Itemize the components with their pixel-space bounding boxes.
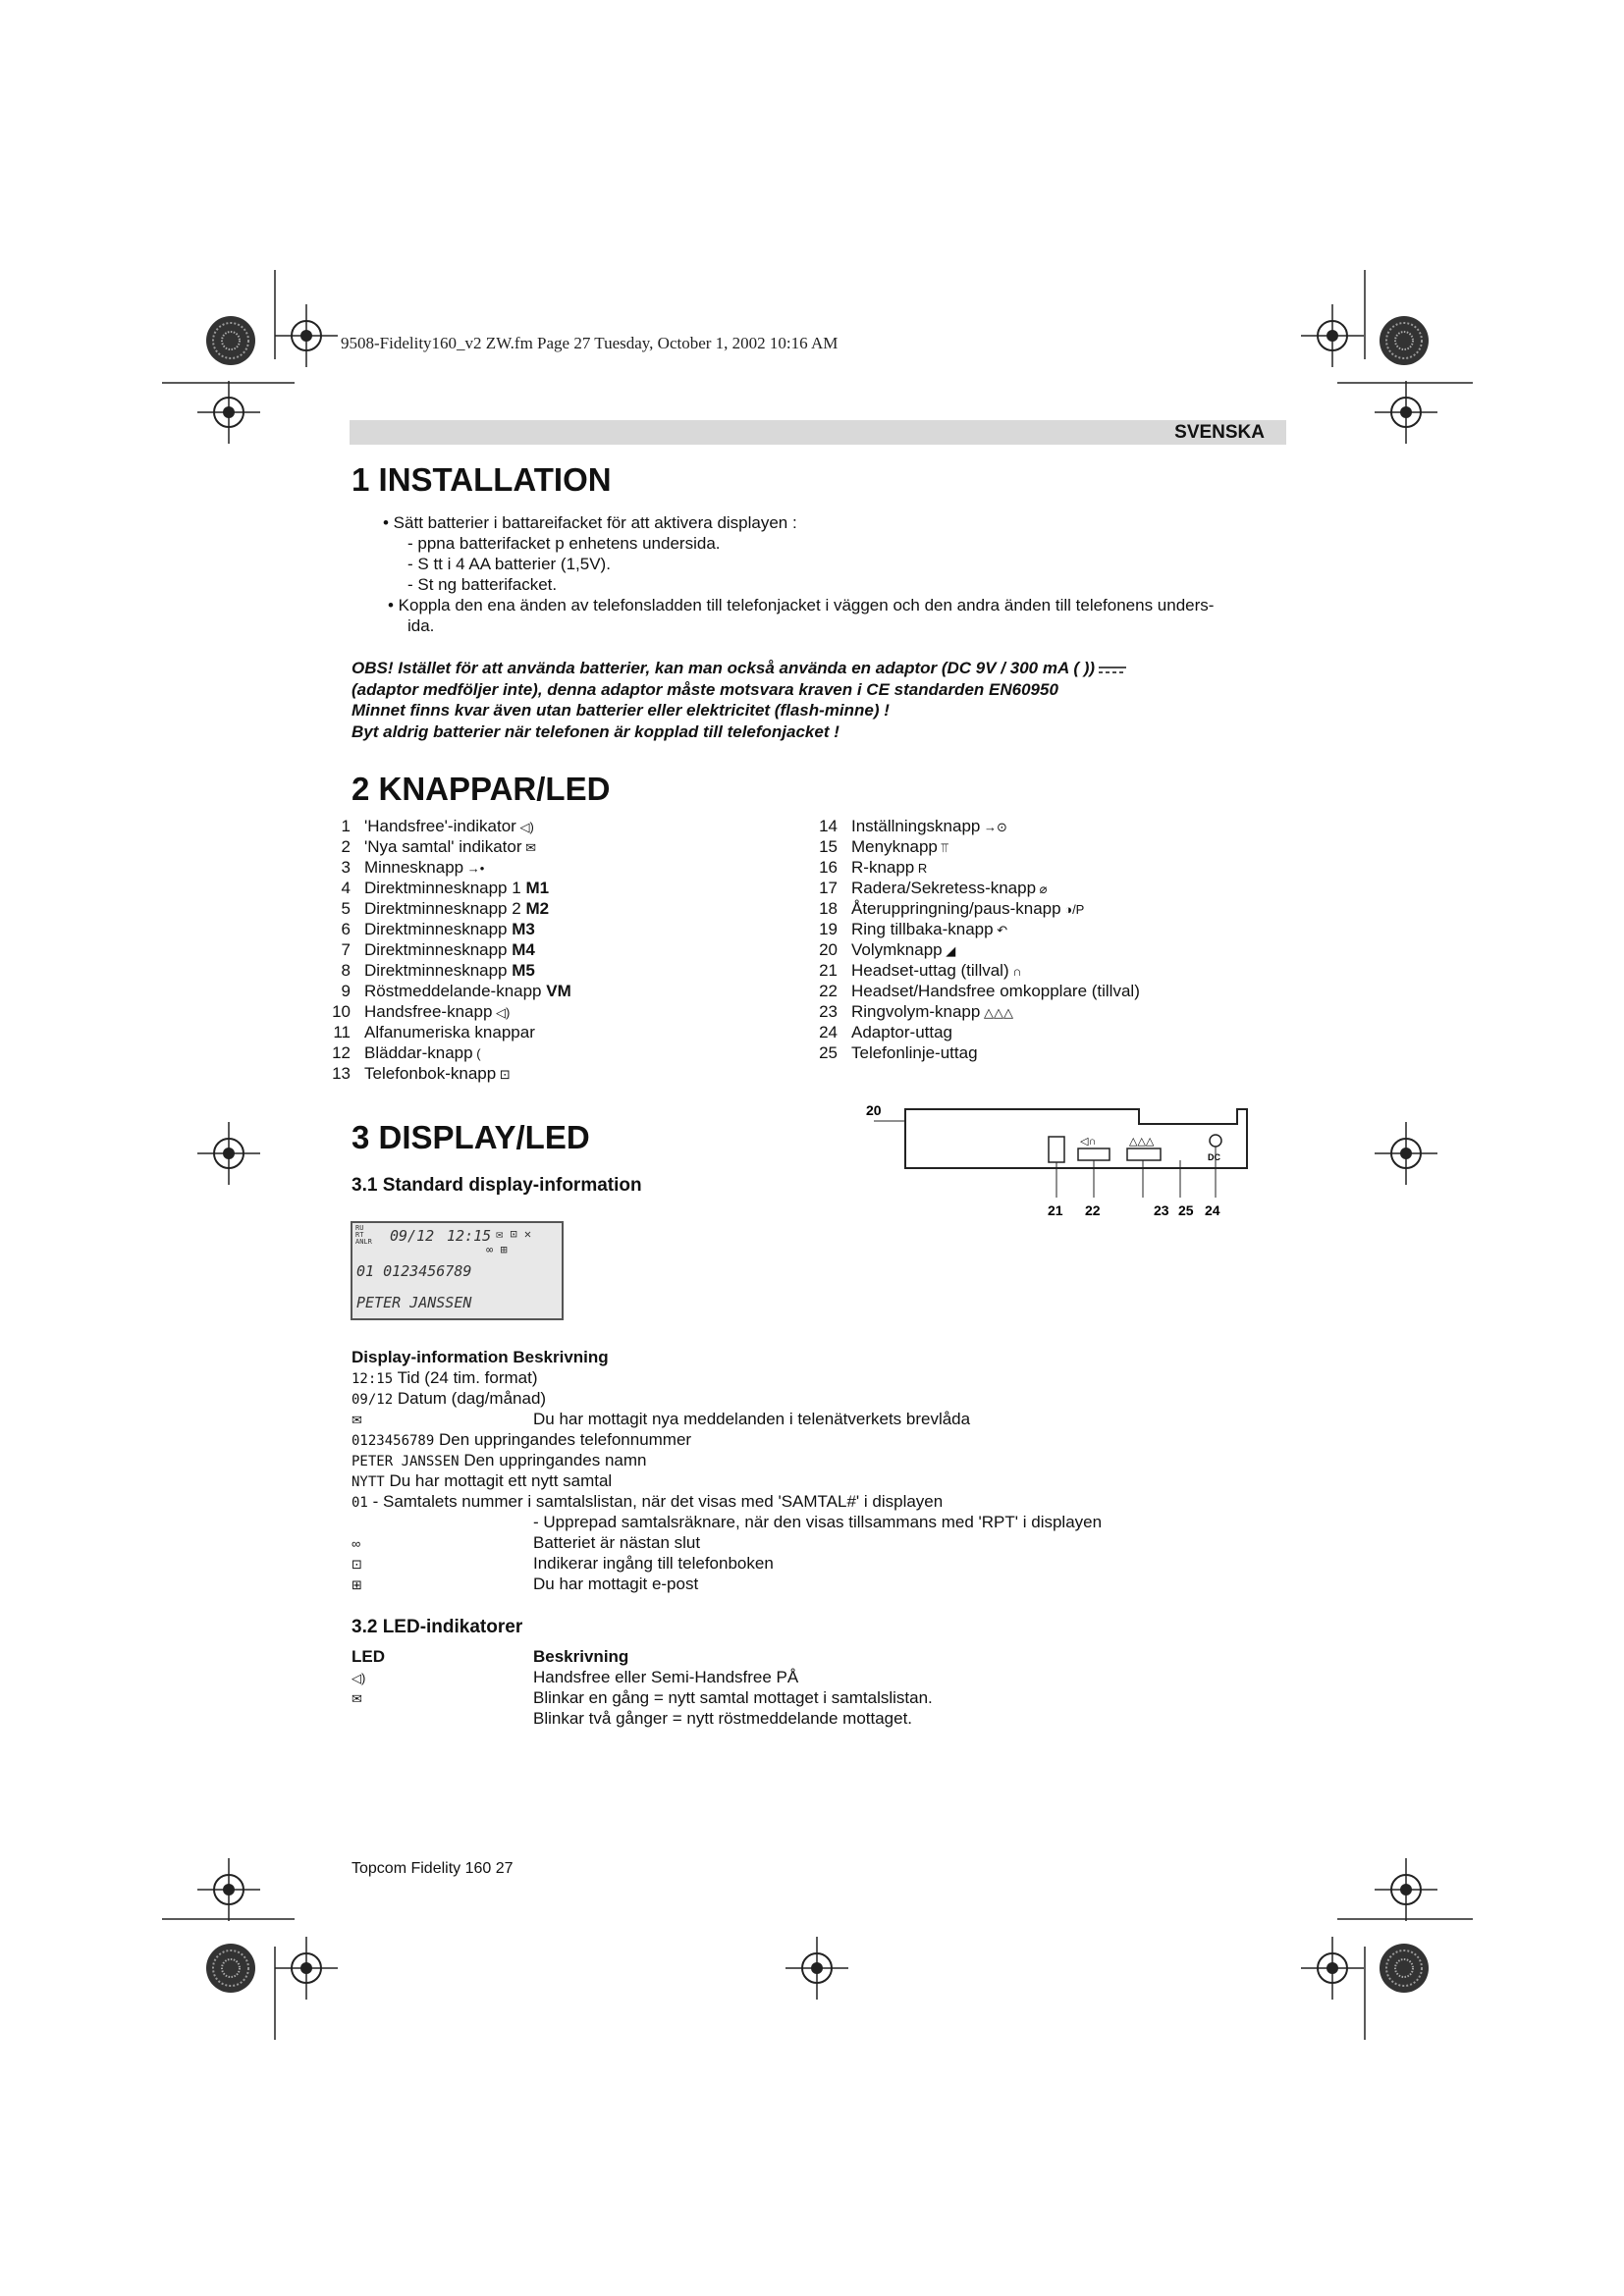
led-description: Blinkar två gånger = nytt röstmeddelande mottaget. — [533, 1709, 913, 1728]
row-code: PETER JANSSEN — [352, 1454, 460, 1469]
row-description: Du har mottagit ett nytt samtal — [389, 1471, 613, 1490]
key-label: Direktminnesknapp — [364, 961, 508, 980]
key-label: 'Nya samtal' indikator — [364, 837, 522, 856]
key-row — [801, 1022, 1140, 1042]
obs-line-4: Byt aldrig batterier när telefonen är kopplad till telefonjacket ! — [352, 721, 839, 741]
key-number: 7 — [341, 940, 351, 959]
row-code: 09/12 — [352, 1392, 394, 1408]
key-code: M2 — [525, 899, 550, 918]
key-label: 'Handsfree'-indikator — [364, 817, 516, 835]
key-row — [314, 1063, 571, 1084]
key-label: Ring tillbaka-knapp — [851, 920, 994, 938]
row-description: - Samtalets nummer i samtalslistan, när det visas med 'SAMTAL#' i displayen — [372, 1492, 944, 1511]
key-label: Volymknapp — [851, 940, 943, 959]
lcd-caller-name: PETER JANSSEN — [356, 1294, 472, 1311]
obs-line-1: OBS! Istället för att använda batterier, kan man också använda en adaptor (DC 9V / 300 mA ( )) — [352, 659, 1096, 677]
obs-line-2: (adaptor medföljer inte), denna adaptor måste motsvara kraven i CE standarden EN60950 — [352, 679, 1058, 699]
key-row — [801, 857, 1140, 878]
key-row — [314, 857, 571, 878]
key-label: Bläddar-knapp — [364, 1043, 473, 1062]
section-title-installation: 1 INSTALLATION — [352, 461, 612, 498]
headset-icon: ∩ — [1008, 964, 1022, 979]
key-number: 23 — [819, 1002, 838, 1021]
menu-icon: ⫪ — [937, 840, 948, 855]
led-description: Blinkar en gång = nytt samtal mottaget i samtalslistan. — [533, 1688, 933, 1707]
book-icon: ⊡ — [352, 1557, 362, 1572]
key-number: 25 — [819, 1043, 838, 1062]
key-row — [801, 816, 1140, 836]
bells-icon: △△△ — [1129, 1136, 1155, 1148]
speaker-icon: ◁) — [492, 1005, 511, 1020]
key-code: VM — [546, 982, 571, 1000]
bells-icon: △△△ — [980, 1005, 1013, 1020]
callout-24: 24 — [1205, 1202, 1220, 1218]
key-row — [801, 836, 1140, 857]
callback-icon: ↶ — [993, 923, 1008, 937]
lcd-date: 09/12 — [390, 1227, 435, 1245]
key-number: 10 — [332, 1002, 351, 1021]
speaker-icon: ◁) — [352, 1671, 366, 1685]
lcd-display-example — [351, 1221, 564, 1320]
key-row — [314, 816, 571, 836]
headset-jack — [1049, 1137, 1064, 1162]
key-number: 4 — [341, 879, 351, 897]
install-step-5b: ida. — [407, 616, 435, 635]
key-label: Röstmeddelande-knapp — [364, 982, 542, 1000]
key-row — [314, 898, 571, 919]
key-label: Menyknapp — [851, 837, 938, 856]
lcd-time: 12:15 — [447, 1227, 492, 1245]
row-description: Tid (24 tim. format) — [397, 1368, 538, 1387]
key-label: Direktminnesknapp — [364, 920, 508, 938]
callout-20: 20 — [866, 1102, 882, 1118]
row-description: Du har mottagit e-post — [533, 1575, 699, 1593]
key-number: 12 — [332, 1043, 351, 1062]
key-label: Direktminnesknapp 1 — [364, 879, 521, 897]
table-row — [352, 1532, 1102, 1553]
battery-icon: ∞ — [352, 1536, 361, 1551]
callout-23: 23 — [1154, 1202, 1169, 1218]
section-title-keys: 2 KNAPPAR/LED — [352, 771, 611, 807]
key-row — [801, 1042, 1140, 1063]
key-number: 18 — [819, 899, 838, 918]
row-description: Indikerar ingång till telefonboken — [533, 1554, 774, 1573]
display-info-table — [352, 1367, 1102, 1594]
row-code: NYTT — [352, 1474, 385, 1490]
key-row — [801, 878, 1140, 898]
key-row — [314, 981, 571, 1001]
led-row — [352, 1708, 933, 1729]
language-label: SVENSKA — [1174, 422, 1265, 443]
led-row — [352, 1687, 933, 1708]
key-row — [801, 981, 1140, 1001]
keys-list-left — [314, 816, 571, 1084]
led-row — [352, 1667, 933, 1687]
row-code: 12:15 — [352, 1371, 394, 1387]
language-tab — [350, 420, 1286, 445]
settings-arrow-icon: →⊙ — [980, 820, 1007, 834]
key-number: 2 — [341, 837, 351, 856]
key-label: Återuppringning/paus-knapp — [851, 899, 1061, 918]
ringer-switch — [1127, 1148, 1161, 1160]
lcd-battery-email-icons: ∞ ⊞ — [486, 1243, 508, 1256]
table-row — [352, 1553, 1102, 1574]
key-number: 14 — [819, 817, 838, 835]
key-row — [314, 1042, 571, 1063]
headset-switch — [1078, 1148, 1110, 1160]
key-label: Headset/Handsfree omkopplare (tillval) — [851, 982, 1140, 1000]
key-number: 21 — [819, 961, 838, 980]
callout-22: 22 — [1085, 1202, 1101, 1218]
table-row — [352, 1429, 1102, 1450]
redial-icon: ◑/P — [1060, 902, 1085, 917]
key-row — [801, 960, 1140, 981]
led-col-header: LED — [352, 1647, 385, 1666]
key-number: 13 — [332, 1064, 351, 1083]
table-row — [352, 1409, 1102, 1429]
email-icon: ⊞ — [352, 1577, 362, 1592]
row-description: Datum (dag/månad) — [397, 1389, 547, 1408]
scroll-icon: ( — [472, 1046, 481, 1061]
envelope-icon: ✉ — [352, 1413, 362, 1427]
install-step-5: • Koppla den ena änden av telefonsladden till telefonjacket i väggen och den andra änden till telefonens unders- — [388, 596, 1215, 614]
key-label: Adaptor-uttag — [851, 1023, 953, 1041]
section-title-display: 3 DISPLAY/LED — [352, 1119, 590, 1155]
key-label: R-knapp — [851, 858, 915, 877]
table-row — [352, 1470, 1102, 1491]
key-row — [314, 1022, 571, 1042]
r-icon: R — [914, 861, 928, 876]
led-description: Handsfree eller Semi-Handsfree PÅ — [533, 1668, 799, 1686]
speaker-icon: ◁∩ — [1080, 1136, 1097, 1148]
row-description: Du har mottagit nya meddelanden i telenätverkets brevlåda — [533, 1410, 971, 1428]
key-number: 9 — [341, 982, 351, 1000]
table-row — [352, 1491, 1102, 1512]
volume-icon: ◢ — [942, 943, 956, 958]
dc-socket — [1210, 1135, 1221, 1147]
led-desc-header: Beskrivning — [533, 1647, 629, 1666]
key-label: Direktminnesknapp 2 — [364, 899, 521, 918]
key-row — [801, 919, 1140, 939]
key-number: 1 — [341, 817, 351, 835]
install-step-2: - ppna batterifacket p enhetens undersida. — [407, 534, 721, 553]
key-code: M3 — [512, 920, 535, 938]
envelope-icon: ✉ — [521, 840, 537, 855]
key-number: 15 — [819, 837, 838, 856]
phone-rear-diagram — [854, 1099, 1257, 1222]
delete-icon: ⌀ — [1036, 881, 1048, 896]
key-code: M4 — [512, 940, 535, 959]
callout-25: 25 — [1178, 1202, 1194, 1218]
key-label: Inställningsknapp — [851, 817, 981, 835]
key-number: 16 — [819, 858, 838, 877]
subsection-led-indicators: 3.2 LED-indikatorer — [352, 1617, 523, 1637]
dc-label: DC — [1208, 1152, 1220, 1162]
key-row — [314, 960, 571, 981]
key-code: M5 — [512, 961, 535, 980]
row-description: - Upprepad samtalsräknare, när den visas tillsammans med 'RPT' i displayen — [533, 1513, 1103, 1531]
key-label: Alfanumeriska knappar — [364, 1023, 535, 1041]
key-row — [314, 1001, 571, 1022]
key-number: 20 — [819, 940, 838, 959]
led-indicator-table — [352, 1667, 933, 1729]
key-code: M1 — [525, 879, 550, 897]
page-footer: Topcom Fidelity 160 27 — [352, 1860, 514, 1877]
row-description: Den uppringandes telefonnummer — [439, 1430, 692, 1449]
speaker-icon: ◁) — [515, 820, 534, 834]
key-label: Minnesknapp — [364, 858, 464, 877]
key-number: 5 — [341, 899, 351, 918]
table-row — [352, 1367, 1102, 1388]
key-number: 24 — [819, 1023, 838, 1041]
row-code: 0123456789 — [352, 1433, 435, 1449]
key-label: Handsfree-knapp — [364, 1002, 493, 1021]
key-row — [314, 919, 571, 939]
key-number: 22 — [819, 982, 838, 1000]
obs-note — [352, 658, 1130, 742]
arrow-dots-icon: →• — [463, 861, 485, 876]
key-row — [801, 1001, 1140, 1022]
key-number: 6 — [341, 920, 351, 938]
dc-polarity-icon — [1097, 663, 1130, 676]
key-label: Headset-uttag (tillval) — [851, 961, 1009, 980]
install-step-1: • Sätt batterier i battareifacket för att aktivera displayen : — [383, 513, 797, 532]
key-label: Direktminnesknapp — [364, 940, 508, 959]
row-code: 01 — [352, 1495, 368, 1511]
key-label: Telefonbok-knapp — [364, 1064, 497, 1083]
key-row — [314, 836, 571, 857]
key-number: 11 — [333, 1023, 351, 1041]
table-row — [352, 1388, 1102, 1409]
key-label: Radera/Sekretess-knapp — [851, 879, 1037, 897]
callout-21: 21 — [1048, 1202, 1063, 1218]
keys-list-right — [801, 816, 1140, 1063]
envelope-icon: ✉ — [352, 1691, 362, 1706]
print-header: 9508-Fidelity160_v2 ZW.fm Page 27 Tuesday, October 1, 2002 10:16 AM — [341, 334, 839, 352]
display-table-header: Display-information Beskrivning — [352, 1348, 609, 1366]
install-step-3: - S tt i 4 AA batterier (1,5V). — [407, 555, 611, 573]
row-description: Batteriet är nästan slut — [533, 1533, 701, 1552]
key-number: 19 — [819, 920, 838, 938]
key-row — [801, 898, 1140, 919]
key-row — [314, 878, 571, 898]
book-icon: ⊡ — [496, 1067, 511, 1082]
key-number: 8 — [341, 961, 351, 980]
key-label: Ringvolym-knapp — [851, 1002, 981, 1021]
key-row — [801, 939, 1140, 960]
key-number: 17 — [819, 879, 838, 897]
obs-line-3: Minnet finns kvar även utan batterier eller elektricitet (flash-minne) ! — [352, 701, 890, 720]
table-row — [352, 1512, 1102, 1532]
key-number: 3 — [341, 858, 351, 877]
row-description: Den uppringandes namn — [463, 1451, 647, 1469]
key-row — [314, 939, 571, 960]
key-label: Telefonlinje-uttag — [851, 1043, 978, 1062]
table-row — [352, 1450, 1102, 1470]
subsection-standard-display: 3.1 Standard display-information — [352, 1175, 642, 1196]
install-step-4: - St ng batterifacket. — [407, 575, 558, 594]
lcd-side-labels: RU RT ANLR — [355, 1224, 372, 1246]
lcd-status-icons: ✉ ⊡ ✕ — [496, 1227, 532, 1241]
lcd-caller-number: 01 0123456789 — [356, 1262, 472, 1280]
table-row — [352, 1574, 1102, 1594]
